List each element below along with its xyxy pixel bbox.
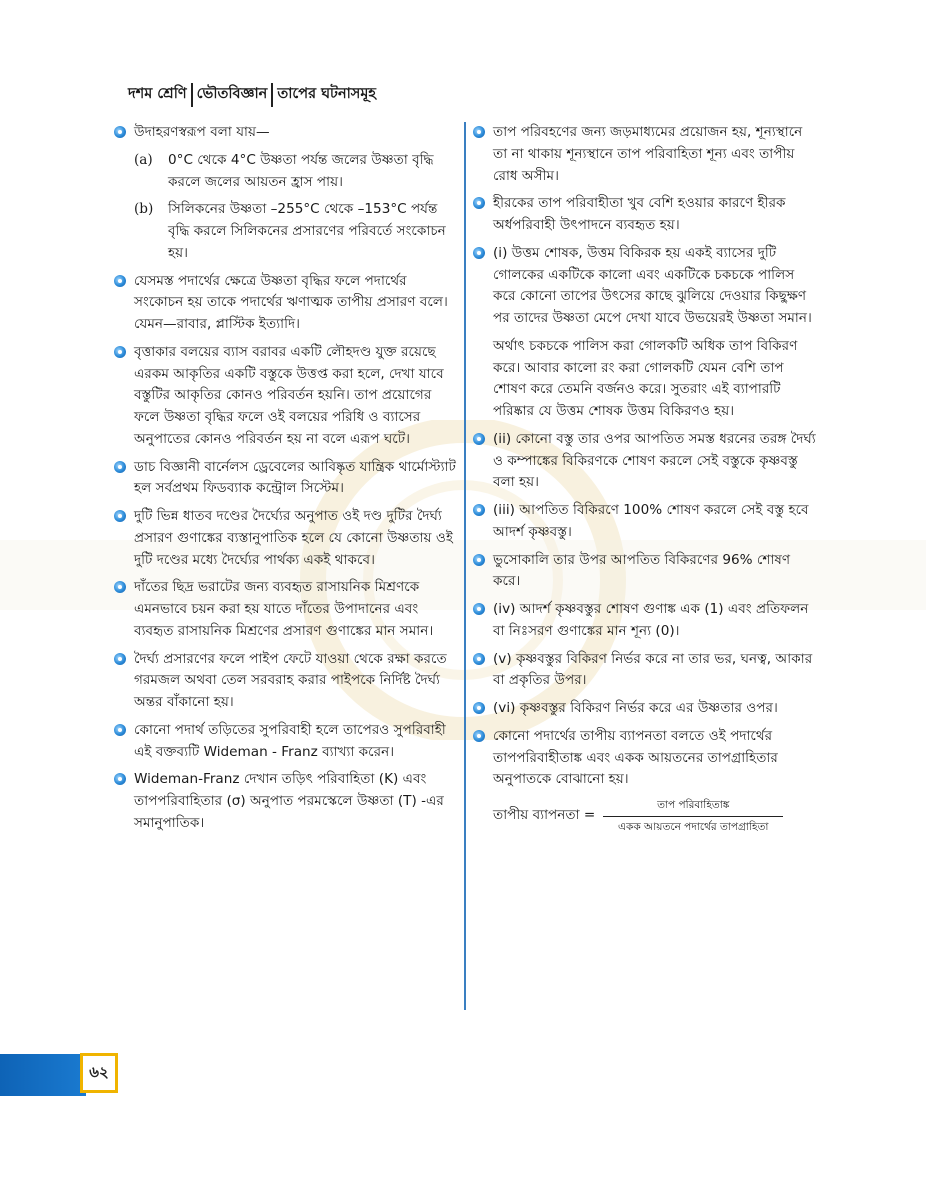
list-item (493, 599, 817, 643)
list-item (493, 122, 817, 187)
bullet-icon (473, 702, 485, 714)
bullet-icon (114, 724, 126, 736)
list-item-text: (i) উত্তম শোষক, উত্তম বিকিরক হয় একই ব্যাসের দুটি গোলকের একটিকে কালো এবং একটিকে চকচকে পালিস করে কোনো তাপের উৎসের কাছে ঝুলিয়ে দেওয়ার কিছুক্ষণ পর তাদের উষ্ণতা মেপে দেখা যাবে উভয়েরই উষ্ণতা সমান। (493, 244, 812, 326)
list-item-text: ভুসোকালি তার উপর আপতিত বিকিরণের 96% শোষণ করে। (493, 551, 791, 590)
list-item-text: কোনো পদার্থ তড়িতের সুপরিবাহী হলে তাপেরও সুপরিবাহী এই বক্তব্যটি Wideman - Franz ব্যাখ্যা করেন। (134, 721, 446, 760)
sub-item-label: (a) (134, 151, 153, 168)
page-number: ৬২ (80, 1053, 118, 1093)
list-item (493, 500, 817, 544)
sub-item (134, 150, 458, 194)
list-item-text: (vi) কৃষ্ণবস্তুর বিকিরণ নির্ভর করে এর উষ্ণতার ওপর। (493, 700, 778, 716)
list-item (493, 698, 817, 720)
bullet-icon (473, 504, 485, 516)
sub-item (134, 199, 458, 264)
footer-bar (0, 1054, 86, 1096)
bullet-icon (473, 603, 485, 615)
list-item (134, 720, 458, 764)
list-item (134, 769, 458, 834)
list-item (134, 577, 458, 642)
bullet-icon (114, 346, 126, 358)
breadcrumb-subject: ভৌতবিজ্ঞান (196, 86, 268, 102)
formula-fraction (603, 797, 783, 836)
bullet-icon (114, 126, 126, 138)
column-divider (464, 122, 466, 1010)
bullet-icon (473, 197, 485, 209)
bullet-icon (473, 247, 485, 259)
formula-denominator: একক আয়তনে পদার্থের তাপগ্রাহিতা (618, 820, 769, 833)
breadcrumb (128, 81, 376, 109)
list-item-text: (iv) আদর্শ কৃষ্ণবস্তুর শোষণ গুণাঙ্ক এক (1) এবং প্রতিফলন বা নিঃসরণ গুণাঙ্কের মান শূন্য (0)। (493, 601, 809, 639)
list-item-text: দুটি ভিন্ন ধাতব দণ্ডের দৈর্ঘ্যের অনুপাত ওই দণ্ড দুটির দৈর্ঘ্য প্রসারণ গুণাঙ্কের ব্যস্তানুপাতিক হলে যে কোনো উষ্ণতায় ওই দুটি দণ্ডের মধ্যে দৈর্ঘ্যের পার্থক্য একই থাকবে। (134, 508, 453, 568)
list-item (493, 193, 817, 237)
bullet-icon (114, 773, 126, 785)
list-item (493, 243, 817, 330)
list-item-text: দাঁতের ছিদ্র ভরাটের জন্য ব্যবহৃত রাসায়নিক মিশ্রণকে এমনভাবে চয়ন করা হয় যাতে দাঁতের উপাদানের এবং ব্যবহৃত রাসায়নিক মিশ্রণের প্রসারণ গুণাঙ্কের মান সমান। (134, 579, 434, 639)
sub-item-text: সিলিকনের উষ্ণতা –255°C থেকে –153°C পর্যন্ত বৃদ্ধি করলে সিলিকনের প্রসারণের পরিবর্তে সংকোচন হয়। (168, 201, 446, 261)
list-item (134, 457, 458, 501)
list-item (493, 429, 817, 494)
list-item-text: উদাহরণস্বরূপ বলা যায়— (134, 124, 270, 140)
breadcrumb-separator (191, 83, 193, 107)
right-column (493, 122, 817, 836)
breadcrumb-class: দশম শ্রেণি (128, 86, 187, 102)
sub-item-text: 0°C থেকে 4°C উষ্ণতা পর্যন্ত জলের উষ্ণতা বৃদ্ধি করলে জলের আয়তন হ্রাস পায়। (168, 151, 434, 190)
list-item-text: Wideman-Franz দেখান তড়িৎ পরিবাহিতা (K) এবং তাপপরিবাহিতার (σ) অনুপাত পরমস্কেলে উষ্ণতা (T) -এর সমানুপাতিক। (134, 771, 444, 831)
bullet-icon (473, 554, 485, 566)
list-item-text: যেসমস্ত পদার্থের ক্ষেত্রে উষ্ণতা বৃদ্ধির ফলে পদার্থের সংকোচন হয় তাকে পদার্থের ঋণাত্মক তাপীয় প্রসারণ বলে। যেমন—রাবার, প্লাস্টিক ইত্যাদি। (134, 272, 448, 332)
list-item (493, 550, 817, 594)
bullet-icon (473, 653, 485, 665)
formula-lhs: তাপীয় ব্যাপনতা = (493, 807, 596, 824)
list-item-text: (ii) কোনো বস্তু তার ওপর আপতিত সমস্ত ধরনের তরঙ্গ দৈর্ঘ্য ও কম্পাঙ্কের বিকিরণকে শোষণ করলে সেই বস্তুকে কৃষ্ণবস্তু বলা হয়। (493, 430, 816, 491)
bullet-icon (114, 581, 126, 593)
list-item (134, 342, 458, 451)
breadcrumb-chapter: তাপের ঘটনাসমূহ (277, 86, 377, 102)
left-column (134, 122, 458, 841)
list-item-text: হীরকের তাপ পরিবাহীতা খুব বেশি হওয়ার কারণে হীরক অর্ধপরিবাহী উৎপাদনে ব্যবহৃত হয়। (493, 195, 786, 233)
list-item-text: কোনো পদার্থের তাপীয় ব্যাপনতা বলতে ওই পদার্থের তাপপরিবাহীতাঙ্ক এবং একক আয়তনের তাপগ্রাহিতার অনুপাতকে বোঝানো হয়। (493, 727, 778, 788)
diffusivity-formula (493, 797, 817, 836)
bullet-icon (473, 730, 485, 742)
bullet-icon (473, 126, 485, 138)
bullet-icon (114, 653, 126, 665)
list-item (134, 271, 458, 336)
list-item-text: বৃত্তাকার বলয়ের ব্যাস বরাবর একটি লৌহদণ্ড যুক্ত রয়েছে এরকম আকৃতির একটি বস্তুকে উত্তপ্ত করা হলে, দেখা যাবে বস্তুটির আকৃতির কোনও পরিবর্তন হয়নি। তাপ প্রয়োগের ফলে উষ্ণতা বৃদ্ধির ফলে ওই বলয়ের পরিধি ও ব্যাসের অনুপাতের কোনও পরিবর্তন হয় না বলে এরূপ ঘটে। (134, 343, 444, 447)
bullet-icon (114, 461, 126, 473)
formula-numerator: তাপ পরিবাহিতাঙ্ক (657, 799, 730, 811)
list-item (134, 506, 458, 571)
list-item (493, 649, 817, 693)
bullet-icon (114, 510, 126, 522)
list-item-text: দৈর্ঘ্য প্রসারণের ফলে পাইপ ফেটে যাওয়া থেকে রক্ষা করতে গরমজল অথবা তেল সরবরাহ করার পাইপকে নির্দিষ্ট দৈর্ঘ্য অন্তর বাঁকানো হয়। (134, 650, 447, 710)
list-item-text: (v) কৃষ্ণবস্তুর বিকিরণ নির্ভর করে না তার ভর, ঘনত্ব, আকার বা প্রকৃতির উপর। (493, 650, 813, 689)
list-item (493, 726, 817, 791)
list-item (134, 122, 458, 144)
list-item-text: ডাচ বিজ্ঞানী বার্নেলস ড্রেবেলের আবিষ্কৃত যান্ত্রিক থার্মোস্ট্যাট হল সর্বপ্রথম ফিডব্যাক কন্ট্রোল সিস্টেম। (134, 458, 456, 497)
list-item-text: (iii) আপতিত বিকিরণে 100% শোষণ করলে সেই বস্তু হবে আদর্শ কৃষ্ণবস্তু। (493, 502, 809, 540)
list-item (134, 649, 458, 714)
bullet-icon (114, 275, 126, 287)
sub-item-label: (b) (134, 201, 154, 218)
bullet-icon (473, 433, 485, 445)
paragraph: অর্থাৎ চকচকে পালিস করা গোলকটি অধিক তাপ বিকিরণ করে। আবার কালো রং করা গোলকটি যেমন বেশি তাপ শোষণ করে তেমনি বর্জনও করে। সুতরাং এই ব্যাপারটি পরিষ্কার যে উত্তম শোষক উত্তম বিকিরণও হয়। (493, 337, 798, 419)
list-item-text: তাপ পরিবহণের জন্য জড়মাধ্যমের প্রয়োজন হয়, শূন্যস্থানে তা না থাকায় শূন্যস্থানে তাপ পরিবাহিতা শূন্য এবং তাপীয় রোধ অসীম। (493, 124, 803, 184)
breadcrumb-separator (271, 83, 273, 107)
